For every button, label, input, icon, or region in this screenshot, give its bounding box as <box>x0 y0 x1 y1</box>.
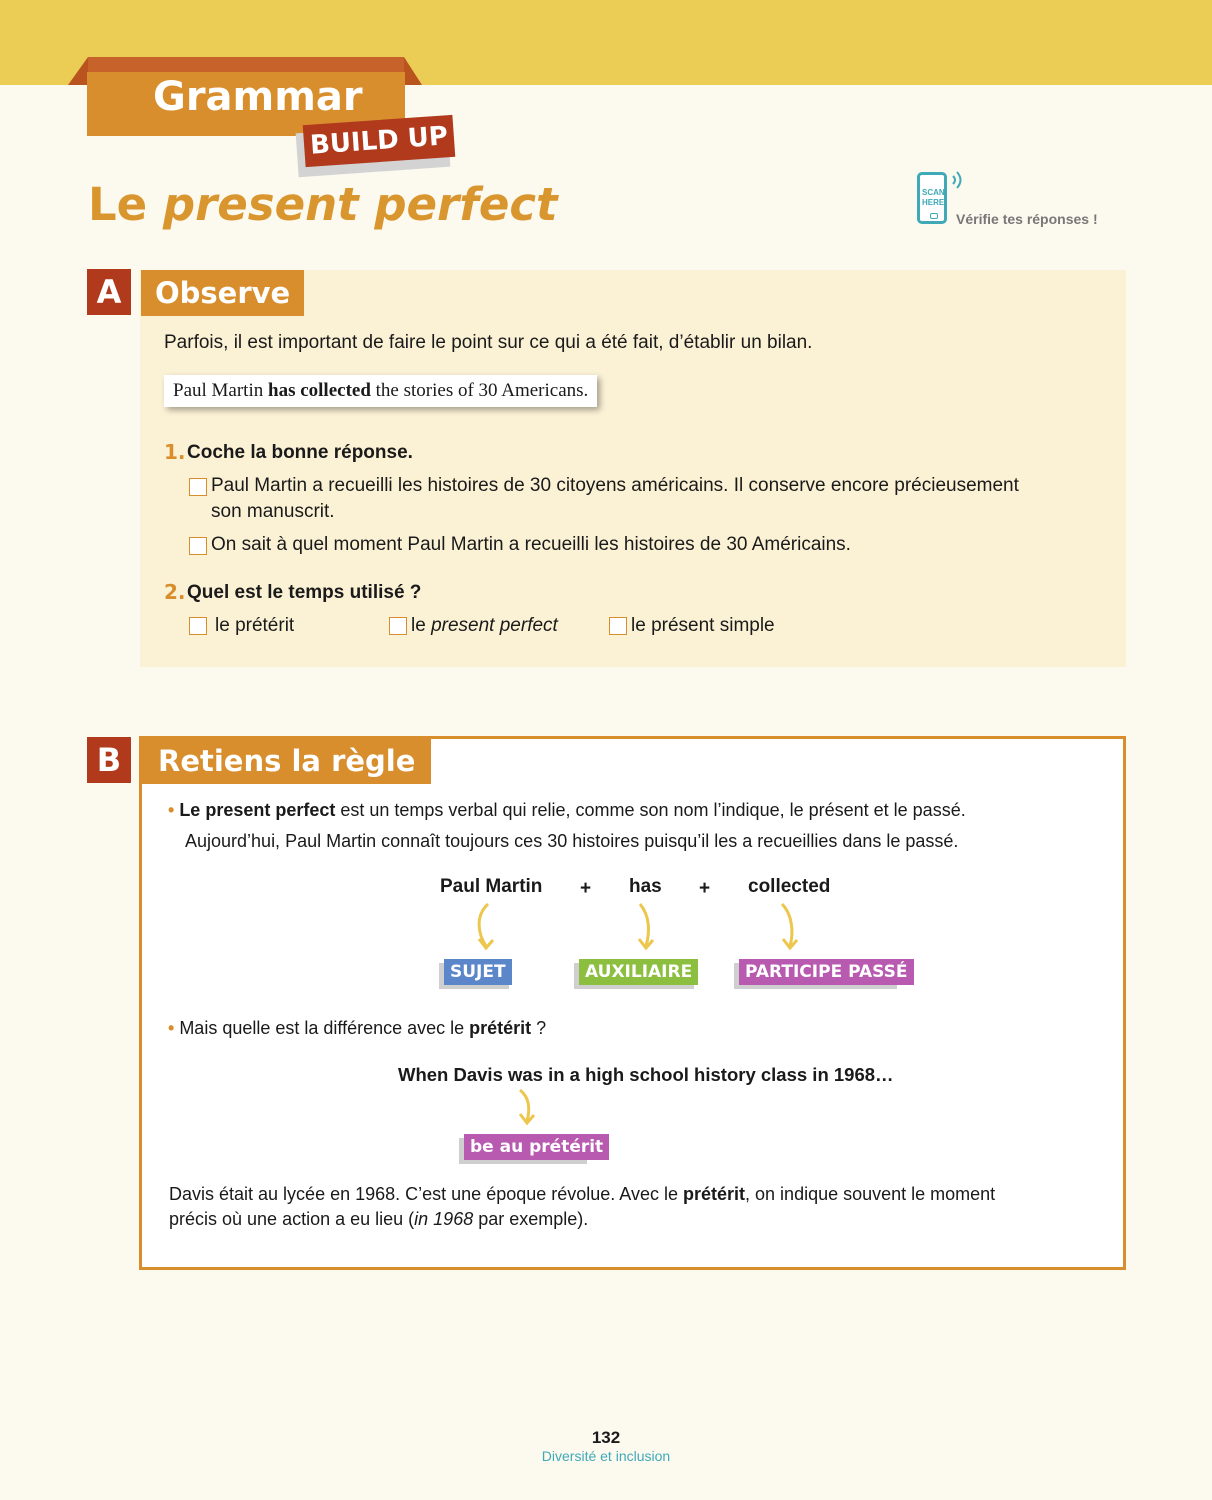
q2-option-2-checkbox[interactable] <box>389 617 407 635</box>
title-prefix: Le <box>88 178 163 231</box>
q2-option-2-prefix: le <box>411 615 432 636</box>
q1-option-1-line1: Paul Martin a recueilli les histoires de 30 citoyens américains. Il conserve encore précieusement <box>211 475 1019 496</box>
q2-option-3-text: le présent simple <box>631 615 775 636</box>
question-2-text: Quel est le temps utilisé ? <box>187 582 422 603</box>
arrow-participle-icon <box>776 902 806 952</box>
rule-bullet-2-after: ? <box>531 1018 547 1038</box>
conclusion-l2-italic: in 1968 <box>414 1209 474 1229</box>
arrow-subject-icon <box>470 902 500 952</box>
question-1-number: 1. <box>164 440 186 464</box>
example-bold: has collected <box>268 380 371 401</box>
question-2-number: 2. <box>164 580 186 604</box>
section-b-letter: B <box>87 737 131 783</box>
build-up-badge: BUILD UP <box>303 115 456 167</box>
example-after: the stories of 30 Americans. <box>370 380 589 401</box>
example-sentence <box>164 375 597 407</box>
q1-option-2-checkbox[interactable] <box>189 537 207 555</box>
formula-plus-2: + <box>699 878 711 899</box>
phone-button-icon <box>930 213 938 219</box>
conclusion-l1-bold: prétérit <box>683 1184 746 1204</box>
phone-scan-text: SCAN HERE <box>922 188 945 207</box>
section-a-intro: Parfois, il est important de faire le point sur ce qui a été fait, d’établir un bilan. <box>164 332 813 353</box>
question-1-text: Coche la bonne réponse. <box>187 442 413 463</box>
section-b-title: Retiens la règle <box>141 738 431 784</box>
arrow-be-icon <box>512 1088 542 1128</box>
ribbon-fold-left <box>68 57 88 85</box>
q1-option-1-checkbox[interactable] <box>189 478 207 496</box>
rule-bullet-2-before: Mais quelle est la différence avec le <box>179 1018 470 1038</box>
q1-option-1-line2: son manuscrit. <box>211 501 335 522</box>
q2-option-2-italic: present perfect <box>431 615 558 636</box>
tag-auxiliary: AUXILIAIRE <box>579 959 698 985</box>
scan-label: Vérifie tes réponses ! <box>956 211 1098 227</box>
q2-option-1-checkbox[interactable] <box>189 617 207 635</box>
q2-option-1-text: le prétérit <box>215 615 295 636</box>
formula-plus-1: + <box>580 878 592 899</box>
formula-subject: Paul Martin <box>440 876 543 897</box>
q2-option-3-checkbox[interactable] <box>609 617 627 635</box>
tag-be-preterit: be au prétérit <box>464 1134 609 1160</box>
page-title <box>88 178 558 231</box>
tag-subject: SUJET <box>444 959 512 985</box>
title-italic: present perfect <box>162 178 558 231</box>
section-a-letter: A <box>87 269 131 315</box>
rule-bullet-2 <box>168 1018 546 1039</box>
conclusion-l2-after: par exemple). <box>473 1209 589 1229</box>
conclusion-l2-before: précis où une action a eu lieu ( <box>169 1209 415 1229</box>
example-before: Paul Martin <box>173 380 268 401</box>
chapter-subtitle: Diversité et inclusion <box>541 1448 671 1464</box>
rule-bullet-1-line2: Aujourd’hui, Paul Martin connaît toujours ces 30 histoires puisqu’il les a recueillies dans le passé. <box>185 831 959 851</box>
formula-participle: collected <box>748 876 831 897</box>
rule-bullet-1 <box>168 800 966 821</box>
grammar-label: Grammar <box>153 74 363 120</box>
tag-participle: PARTICIPE PASSÉ <box>739 959 914 985</box>
q2-option-2-text <box>411 613 558 639</box>
bullet-dot-1: • <box>168 800 180 820</box>
rule-bullet-2-bold: prétérit <box>469 1018 532 1038</box>
example-preterit-sentence: When Davis was in a high school history class in 1968… <box>398 1064 894 1085</box>
section-a-title: Observe <box>141 270 304 316</box>
rule-bullet-1-rest: est un temps verbal qui relie, comme son nom l’indique, le présent et le passé. <box>335 800 966 820</box>
conclusion-line-2 <box>169 1209 588 1230</box>
q1-option-2-text: On sait à quel moment Paul Martin a recueilli les histoires de 30 Américains. <box>211 534 851 555</box>
ribbon-fold-right <box>404 57 422 85</box>
bullet-dot-2: • <box>168 1018 180 1038</box>
conclusion-l1-before: Davis était au lycée en 1968. C’est une époque révolue. Avec le <box>169 1184 684 1204</box>
conclusion-l1-after: , on indique souvent le moment <box>745 1184 996 1204</box>
signal-waves-icon <box>951 168 967 192</box>
rule-bullet-1-bold: Le present perfect <box>179 800 336 820</box>
page-number: 132 <box>591 1428 621 1447</box>
formula-auxiliary: has <box>629 876 662 897</box>
conclusion-line-1 <box>169 1184 995 1205</box>
section-a-panel <box>140 270 1126 667</box>
phone-scan-icon[interactable] <box>917 172 947 224</box>
arrow-auxiliary-icon <box>632 902 662 952</box>
